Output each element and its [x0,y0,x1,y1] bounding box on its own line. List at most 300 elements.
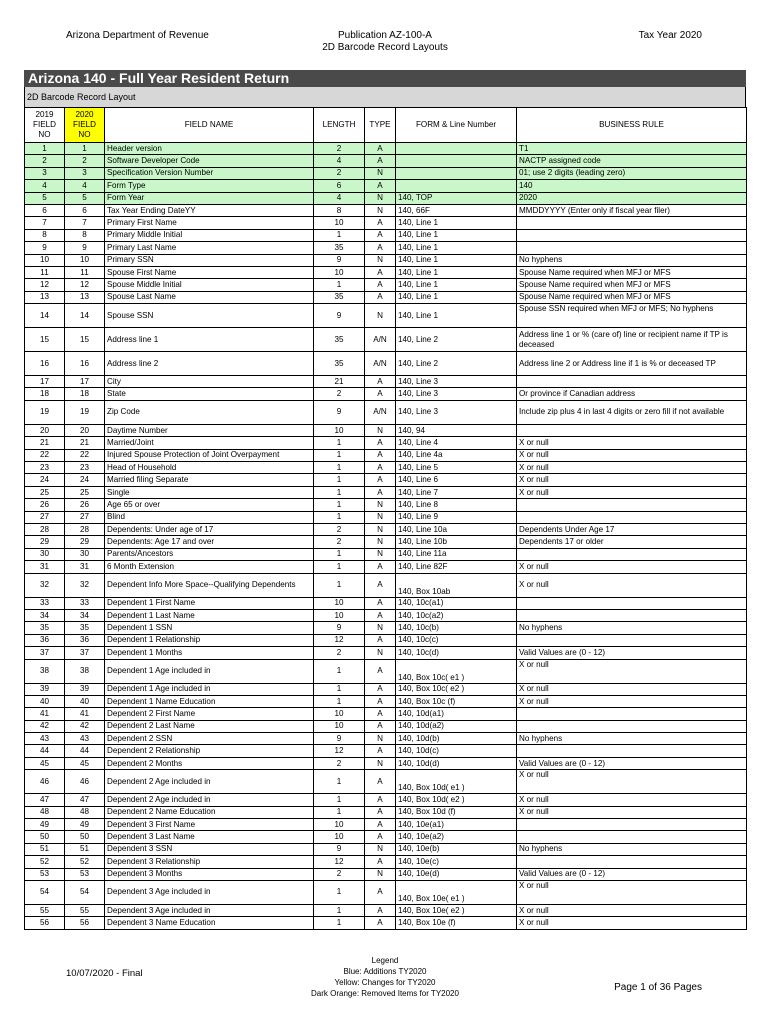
legend-yellow: Yellow: Changes for TY2020 [334,978,436,987]
cell-business-rule: No hyphens [517,254,747,266]
cell-type: N [365,424,396,436]
cell-form-line: 140, 10d(a1) [396,708,517,720]
cell-field-name: Injured Spouse Protection of Joint Overpayment [105,449,314,461]
cell-business-rule: Valid Values are (0 - 12) [517,647,747,659]
cell-form-line [396,155,517,167]
cell-business-rule: X or null [517,880,747,904]
cell-length: 10 [314,609,365,621]
cell-2019-field-no: 38 [25,659,65,683]
cell-2019-field-no: 7 [25,217,65,229]
cell-type: N [365,622,396,634]
cell-2019-field-no: 25 [25,486,65,498]
cell-2020-field-no: 44 [65,745,105,757]
cell-business-rule: Dependents Under Age 17 [517,523,747,535]
cell-2020-field-no: 37 [65,647,105,659]
cell-2020-field-no: 11 [65,266,105,278]
cell-field-name: Dependent 3 Name Education [105,917,314,929]
table-body [25,143,747,930]
cell-2020-field-no: 43 [65,733,105,745]
cell-field-name: Spouse Middle Initial [105,279,314,291]
cell-2020-field-no: 20 [65,424,105,436]
cell-type: A [365,217,396,229]
cell-2020-field-no: 26 [65,499,105,511]
cell-length: 4 [314,192,365,204]
cell-2019-field-no: 3 [25,167,65,179]
cell-form-line: 140, 10c(b) [396,622,517,634]
cell-2020-field-no: 27 [65,511,105,523]
cell-length: 9 [314,400,365,424]
cell-form-line: 140, 66F [396,204,517,216]
cell-form-line [396,180,517,192]
cell-business-rule: X or null [517,449,747,461]
cell-business-rule: Address line 1 or % (care of) line or recipient name if TP is deceased [517,328,747,352]
cell-field-name: Dependent 2 Name Education [105,806,314,818]
table-row [25,856,747,868]
cell-type: N [365,868,396,880]
cell-length: 21 [314,376,365,388]
legend-blue: Blue: Additions TY2020 [343,967,427,976]
cell-length: 2 [314,143,365,155]
cell-form-line: 140, 10d(c) [396,745,517,757]
cell-length: 12 [314,856,365,868]
table-row [25,819,747,831]
cell-field-name: Dependent 1 SSN [105,622,314,634]
cell-length: 1 [314,229,365,241]
cell-form-line: 140, Line 1 [396,217,517,229]
cell-form-line: 140, Box 10ab [396,573,517,597]
cell-form-line: 140, Box 10d( e1 ) [396,770,517,794]
col-form-line: FORM & Line Number [396,108,517,143]
page-title: Arizona 140 - Full Year Resident Return [24,70,746,87]
cell-length: 9 [314,733,365,745]
cell-2019-field-no: 45 [25,757,65,769]
cell-form-line: 140, Box 10d( e2 ) [396,794,517,806]
cell-form-line: 140, Line 2 [396,352,517,376]
table-row [25,486,747,498]
cell-length: 1 [314,474,365,486]
cell-business-rule: X or null [517,474,747,486]
cell-2019-field-no: 41 [25,708,65,720]
cell-length: 8 [314,204,365,216]
cell-2020-field-no: 14 [65,304,105,328]
col-2019-line1: 2019 [35,110,54,119]
cell-2019-field-no: 15 [25,328,65,352]
cell-2019-field-no: 53 [25,868,65,880]
cell-length: 10 [314,819,365,831]
cell-2019-field-no: 30 [25,548,65,560]
col-2020-line2: FIELD [73,120,96,129]
cell-2020-field-no: 4 [65,180,105,192]
cell-field-name: Dependent 3 First Name [105,819,314,831]
cell-form-line: 140, 10c(d) [396,647,517,659]
cell-form-line: 140, Line 6 [396,474,517,486]
cell-business-rule: No hyphens [517,733,747,745]
cell-length: 10 [314,708,365,720]
cell-type: A [365,831,396,843]
cell-business-rule: X or null [517,683,747,695]
cell-business-rule: X or null [517,437,747,449]
cell-length: 1 [314,548,365,560]
cell-business-rule [517,720,747,732]
cell-length: 1 [314,511,365,523]
table-row [25,880,747,904]
cell-business-rule [517,634,747,646]
cell-type: A [365,745,396,757]
cell-business-rule: NACTP assigned code [517,155,747,167]
cell-type: A [365,291,396,303]
cell-form-line: 140, 10e(b) [396,843,517,855]
cell-type: A [365,143,396,155]
col-2020-field-no [65,108,105,143]
cell-type: A [365,917,396,929]
table-row [25,770,747,794]
table-row [25,745,747,757]
table-row [25,904,747,916]
table-row [25,634,747,646]
cell-2020-field-no: 53 [65,868,105,880]
cell-type: A [365,659,396,683]
table-row [25,806,747,818]
table-row [25,548,747,560]
cell-2020-field-no: 19 [65,400,105,424]
cell-form-line: 140, Box 10d (f) [396,806,517,818]
table-row [25,695,747,707]
cell-business-rule: X or null [517,462,747,474]
table-row [25,917,747,929]
cell-type: N [365,511,396,523]
cell-type: A [365,794,396,806]
cell-field-name: Dependent 2 Relationship [105,745,314,757]
cell-2019-field-no: 39 [25,683,65,695]
table-row [25,388,747,400]
cell-field-name: Dependent 3 Last Name [105,831,314,843]
cell-2019-field-no: 2 [25,155,65,167]
cell-2020-field-no: 24 [65,474,105,486]
cell-form-line: 140, Line 1 [396,242,517,254]
cell-2020-field-no: 6 [65,204,105,216]
cell-form-line: 140, Line 7 [396,486,517,498]
cell-2019-field-no: 35 [25,622,65,634]
cell-2019-field-no: 27 [25,511,65,523]
cell-2019-field-no: 10 [25,254,65,266]
cell-form-line: 140, Line 1 [396,229,517,241]
table-row [25,254,747,266]
cell-2019-field-no: 43 [25,733,65,745]
table-row [25,424,747,436]
cell-form-line: 140, 94 [396,424,517,436]
cell-form-line: 140, Box 10c( e2 ) [396,683,517,695]
table-row [25,511,747,523]
cell-type: A [365,695,396,707]
cell-business-rule [517,708,747,720]
cell-length: 2 [314,388,365,400]
cell-field-name: Married/Joint [105,437,314,449]
cell-type: N [365,204,396,216]
cell-business-rule [517,376,747,388]
table-row [25,659,747,683]
cell-business-rule [517,831,747,843]
cell-field-name: Header version [105,143,314,155]
cell-2019-field-no: 23 [25,462,65,474]
cell-business-rule: Spouse Name required when MFJ or MFS [517,291,747,303]
table-row [25,831,747,843]
cell-form-line [396,167,517,179]
cell-2019-field-no: 28 [25,523,65,535]
table-row [25,683,747,695]
cell-form-line: 140, 10e(c) [396,856,517,868]
cell-business-rule: X or null [517,917,747,929]
cell-length: 35 [314,242,365,254]
cell-type: N [365,733,396,745]
cell-type: N [365,647,396,659]
cell-form-line: 140, Line 10a [396,523,517,535]
cell-2019-field-no: 17 [25,376,65,388]
cell-field-name: Dependent 1 Relationship [105,634,314,646]
cell-length: 1 [314,449,365,461]
cell-2020-field-no: 8 [65,229,105,241]
cell-length: 2 [314,167,365,179]
cell-2019-field-no: 44 [25,745,65,757]
cell-2019-field-no: 29 [25,536,65,548]
table-row [25,155,747,167]
cell-field-name: Dependent 2 SSN [105,733,314,745]
cell-field-name: Dependent 2 Age included in [105,794,314,806]
cell-field-name: Software Developer Code [105,155,314,167]
cell-type: A [365,770,396,794]
cell-business-rule: 140 [517,180,747,192]
cell-2020-field-no: 31 [65,561,105,573]
table-row [25,204,747,216]
cell-2020-field-no: 25 [65,486,105,498]
legend-orange: Dark Orange: Removed Items for TY2020 [311,989,459,998]
cell-type: A [365,880,396,904]
cell-business-rule [517,511,747,523]
table-row [25,352,747,376]
cell-business-rule: X or null [517,794,747,806]
table-row [25,291,747,303]
cell-type: A [365,449,396,461]
cell-2019-field-no: 6 [25,204,65,216]
cell-length: 1 [314,437,365,449]
cell-type: A [365,683,396,695]
cell-business-rule: Spouse Name required when MFJ or MFS [517,266,747,278]
col-2020-line3: NO [78,130,91,139]
cell-2020-field-no: 46 [65,770,105,794]
cell-length: 1 [314,880,365,904]
cell-field-name: Primary Last Name [105,242,314,254]
cell-2020-field-no: 54 [65,880,105,904]
table-row [25,376,747,388]
cell-type: A [365,279,396,291]
cell-length: 1 [314,806,365,818]
cell-length: 12 [314,745,365,757]
cell-field-name: Dependent 3 SSN [105,843,314,855]
cell-form-line: 140, Line 4a [396,449,517,461]
cell-2020-field-no: 28 [65,523,105,535]
table-row [25,647,747,659]
cell-type: A [365,242,396,254]
cell-2019-field-no: 42 [25,720,65,732]
table-row [25,279,747,291]
header-agency: Arizona Department of Revenue [66,30,209,41]
cell-length: 1 [314,499,365,511]
cell-business-rule [517,499,747,511]
cell-business-rule [517,229,747,241]
table-row [25,523,747,535]
cell-2020-field-no: 55 [65,904,105,916]
cell-length: 1 [314,561,365,573]
cell-field-name: Primary Middle Initial [105,229,314,241]
col-2020-line1: 2020 [75,110,94,119]
cell-field-name: Dependents: Under age of 17 [105,523,314,535]
cell-form-line: 140, 10c(a2) [396,609,517,621]
cell-business-rule: X or null [517,573,747,597]
cell-field-name: Dependent 2 Age included in [105,770,314,794]
cell-field-name: Dependents: Age 17 and over [105,536,314,548]
table-row [25,474,747,486]
cell-length: 1 [314,486,365,498]
table-row [25,597,747,609]
cell-type: A [365,462,396,474]
table-row [25,609,747,621]
cell-2020-field-no: 51 [65,843,105,855]
cell-2020-field-no: 39 [65,683,105,695]
table-row [25,573,747,597]
cell-2019-field-no: 9 [25,242,65,254]
cell-2019-field-no: 20 [25,424,65,436]
cell-business-rule: Or province if Canadian address [517,388,747,400]
cell-2020-field-no: 40 [65,695,105,707]
cell-field-name: Dependent 1 Name Education [105,695,314,707]
cell-2020-field-no: 7 [65,217,105,229]
cell-form-line: 140, Line 5 [396,462,517,474]
cell-2020-field-no: 1 [65,143,105,155]
cell-length: 1 [314,695,365,707]
cell-field-name: Age 65 or over [105,499,314,511]
table-row [25,242,747,254]
cell-2020-field-no: 38 [65,659,105,683]
cell-type: A [365,474,396,486]
cell-business-rule: Dependents 17 or older [517,536,747,548]
cell-field-name: Zip Code [105,400,314,424]
cell-form-line [396,143,517,155]
cell-business-rule [517,856,747,868]
cell-field-name: Dependent 1 Age included in [105,683,314,695]
cell-form-line: 140, 10d(a2) [396,720,517,732]
cell-type: A [365,561,396,573]
table-row [25,462,747,474]
table-row [25,499,747,511]
cell-length: 35 [314,291,365,303]
cell-business-rule [517,609,747,621]
cell-field-name: Tax Year Ending DateYY [105,204,314,216]
cell-length: 2 [314,757,365,769]
cell-form-line: 140, Line 1 [396,254,517,266]
cell-form-line: 140, 10c(c) [396,634,517,646]
cell-length: 6 [314,180,365,192]
table-row [25,192,747,204]
cell-business-rule: No hyphens [517,843,747,855]
table-row [25,167,747,179]
cell-field-name: Primary First Name [105,217,314,229]
cell-2019-field-no: 37 [25,647,65,659]
cell-field-name: Single [105,486,314,498]
cell-2019-field-no: 51 [25,843,65,855]
cell-length: 1 [314,683,365,695]
cell-2019-field-no: 24 [25,474,65,486]
cell-length: 2 [314,536,365,548]
table-row [25,843,747,855]
cell-2019-field-no: 40 [25,695,65,707]
cell-business-rule: Spouse Name required when MFJ or MFS [517,279,747,291]
cell-type: A [365,720,396,732]
cell-length: 10 [314,597,365,609]
table-row [25,328,747,352]
footer-page-number: Page 1 of 36 Pages [614,982,702,993]
cell-2020-field-no: 13 [65,291,105,303]
header-tax-year: Tax Year 2020 [638,30,702,41]
col-2019-field-no [25,108,65,143]
cell-business-rule: Include zip plus 4 in last 4 digits or zero fill if not available [517,400,747,424]
cell-field-name: Dependent 3 Months [105,868,314,880]
cell-form-line: 140, Line 4 [396,437,517,449]
cell-type: A [365,229,396,241]
table-header-row [25,108,747,143]
cell-length: 1 [314,573,365,597]
cell-2019-field-no: 13 [25,291,65,303]
cell-type: A/N [365,400,396,424]
cell-type: A/N [365,328,396,352]
cell-2019-field-no: 14 [25,304,65,328]
cell-form-line: 140, Line 3 [396,400,517,424]
cell-business-rule [517,217,747,229]
cell-type: A [365,904,396,916]
cell-2020-field-no: 5 [65,192,105,204]
cell-field-name: Address line 2 [105,352,314,376]
cell-field-name: Daytime Number [105,424,314,436]
cell-form-line: 140, Line 3 [396,376,517,388]
cell-business-rule: Valid Values are (0 - 12) [517,757,747,769]
cell-2019-field-no: 34 [25,609,65,621]
cell-2020-field-no: 12 [65,279,105,291]
cell-type: A [365,266,396,278]
table-row [25,400,747,424]
cell-2020-field-no: 56 [65,917,105,929]
cell-field-name: Dependent 1 Months [105,647,314,659]
cell-2019-field-no: 4 [25,180,65,192]
cell-field-name: Blind [105,511,314,523]
cell-2020-field-no: 49 [65,819,105,831]
cell-type: N [365,523,396,535]
table-row [25,229,747,241]
cell-field-name: Specification Version Number [105,167,314,179]
cell-2020-field-no: 52 [65,856,105,868]
cell-business-rule: X or null [517,561,747,573]
cell-form-line: 140, Line 1 [396,279,517,291]
cell-business-rule: X or null [517,770,747,794]
cell-length: 1 [314,904,365,916]
cell-field-name: Parents/Ancestors [105,548,314,560]
cell-type: N [365,548,396,560]
cell-form-line: 140, Line 9 [396,511,517,523]
table-row [25,561,747,573]
cell-type: A [365,597,396,609]
cell-form-line: 140, 10c(a1) [396,597,517,609]
cell-business-rule: 01; use 2 digits (leading zero) [517,167,747,179]
cell-form-line: 140, 10e(a2) [396,831,517,843]
cell-2019-field-no: 12 [25,279,65,291]
cell-2019-field-no: 54 [25,880,65,904]
